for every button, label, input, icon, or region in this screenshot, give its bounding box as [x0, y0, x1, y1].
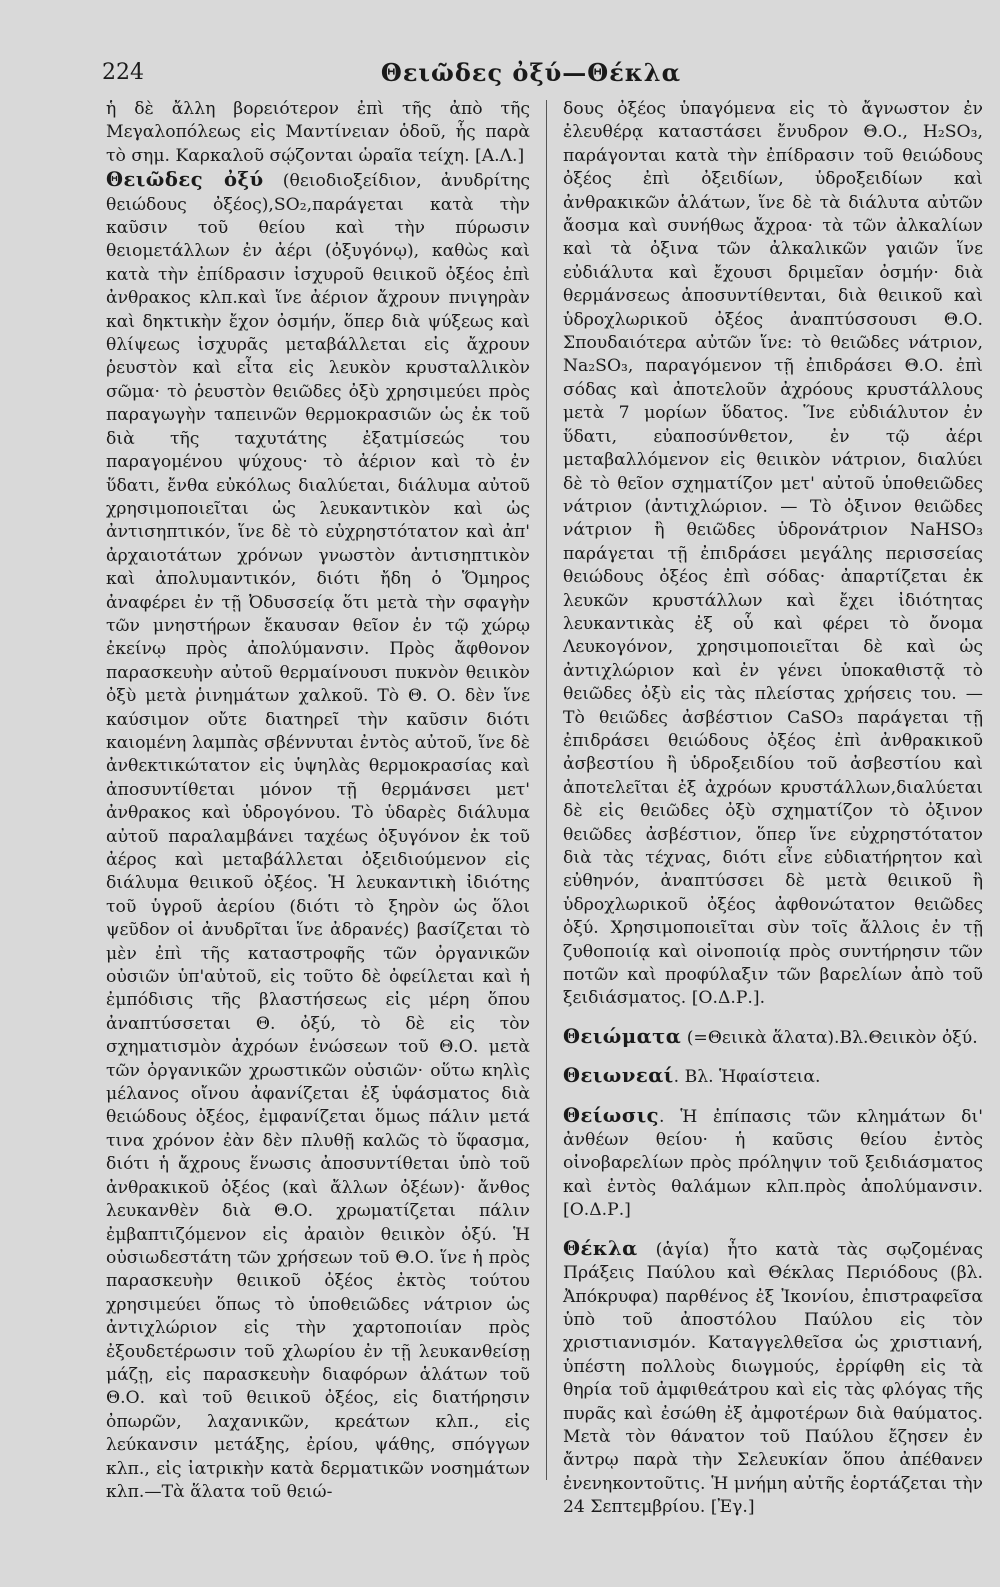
entry-text: δους ὀξέος ὑπαγόμενα εἰς τὸ ἄγνωστον ἐν ἐλευθέρᾳ καταστάσει ἔνυδρον Θ.Ο., H₂SO₃, παράγονται κατὰ τὴν ἐπίδρασιν τοῦ θειώδους ὀξέος ἐπὶ ὀξειδίων, ὑδροξειδίων καὶ ἀνθρακικῶν ἁλάτων, ἵνε δὲ τὰ διάλυτα αὐτῶν ἄοσμα καὶ συνήθως ἄχροα· τὰ τῶν ἀλκαλίων καὶ τὰ ὀξινα τῶν ἀλκαλικῶν γαιῶν ἵνε εὐδιάλυτα καὶ ἔχουσι δριμεῖαν ὀσμήν· διὰ θερμάνσεως ἀποσυντίθενται, διὰ θειικοῦ καὶ ὑδροχλωρικοῦ ὀξέος ἀναπτύσσουσι Θ.Ο. Σπουδαιότερα αὐτῶν ἵνε: τὸ θειῶδες νάτριον, Na₂SO₃, παραγόμενον τῇ ἐπιδράσει Θ.Ο. ἐπὶ σόδας καὶ ἀποτελοῦν ἀχρόους κρυστάλλους μετὰ 7 μορίων ὕδατος. Ἵνε εὐδιάλυτον ἐν ὕδατι, εὐαποσύνθετον, ἐν τῷ ἀέρι μεταβαλλόμενον εἰς θειικὸν νάτριον, διαλύει δὲ τὸ θεῖον σχηματίζον μετ' αὐτοῦ ὑποθειῶδες νάτριον (ἀντιχλώριον. — Τὸ ὀξινον θειῶδες νάτριον ἢ θειῶδες ὑδρονάτριον NaHSO₃ παράγεται τῇ ἐπιδράσει μεγάλης περισσείας θειώδους ὀξέος ἐπὶ σόδας· ἀπαρτίζεται ἐκ λευκῶν κρυστάλλων καὶ ἔχει ἰδιότητας λευκαντικὰς ἐξ οὗ καὶ φέρει τὸ ὄνομα Λευκογόνον, χρησιμοποιεῖται δὲ καὶ ὡς ἀντιχλώριον καὶ ἐν γένει ὑποκαθιστᾷ τὸ θειῶδες ὀξὺ εἰς τὰς πλείστας χρήσεις του. — Τὸ θειῶδες ἀσβέστιον CaSO₃ παράγεται τῇ ἐπιδράσει θειώδους ὀξέος ἐπὶ ἀνθρακικοῦ ἀσβεστίου ἢ ὑδροξειδίου τοῦ ἀσβεστίου καὶ ἀποτελεῖται ἐξ ἀχρόων κρυστάλλων,διαλύεται δὲ εἰς θειῶδες ὀξὺ σχηματίζον τὸ ὀξινον θειῶδες ἀσβέστιον, ὅπερ ἵνε εὐχρηστότατον διὰ τὰς τέχνας, διότι εἶνε εὐδιατήρητον καὶ εὐθηνόν, ἀναπτύσσει δὲ μετὰ θειικοῦ ἢ ὑδροχλωρικοῦ ὀξέος ἀφθονώτατον θειῶδες ὀξύ. Χρησιμοποιεῖται σὺν τοῖς ἄλλοις ἐν τῇ ζυθοποιίᾳ καὶ οἰνοποιίᾳ πρὸς συντήρησιν τῶν ποτῶν καὶ προφύλαξιν τῶν βαρελίων ἀπὸ τοῦ ξειδιάσματος. [Ο.Δ.Ρ.]. — [563, 99, 983, 1009]
headword: Θέκλα — [563, 1236, 638, 1260]
left-column — [106, 98, 530, 1504]
entry-theioneai — [563, 1064, 983, 1089]
running-title: Θειῶδες ὀξύ—Θέκλα — [380, 58, 682, 87]
entry-text: ἡ δὲ ἄλλη βορειότερον ἐπὶ τῆς ἀπὸ τῆς Μεγαλοπόλεως εἰς Μαντίνειαν ὁδοῦ, ἧς παρὰ τὸ σημ. Καρκαλοῦ σῴζονται ὡραῖα τείχη. [Α.Λ.] — [106, 99, 530, 166]
entry-text: (ἁγία) ἦτο κατὰ τὰς σῳζομένας Πράξεις Παύλου καὶ Θέκλας Περιόδους (βλ. Ἀπόκρυφα) παρθένος ἐξ Ἰκονίου, ἐπιστραφεῖσα ὑπὸ τοῦ ἀποστόλου Παύλου εἰς τὸν χριστιανισμόν. Καταγγελθεῖσα ὡς χριστιανή, ὑπέστη πολλοὺς διωγμούς, ἐρρίφθη εἰς τὰ θηρία τοῦ ἀμφιθεάτρου καὶ εἰς τὰς φλόγας τῆς πυρᾶς καὶ ἐσώθη ἐξ ἀμφοτέρων διὰ θαύματος. Μετὰ τὸν θάνατον τοῦ Παύλου ἔζησεν ἐν ἄντρῳ παρὰ τὴν Σελευκίαν ὅπου ἀπέθανεν ἐνενηκοντοῦτις. Ἡ μνήμη αὐτῆς ἑορτάζεται τὴν 24 Σεπτεμβρίου. [Ἐγ.] — [563, 1239, 983, 1518]
entry-theiosis — [563, 1104, 983, 1223]
entry-text: (=Θειικὰ ἅλατα).Βλ.Θειικὸν ὀξύ. — [681, 1027, 978, 1048]
headword: Θειῶδες ὀξύ — [106, 168, 264, 192]
page-number: 224 — [102, 60, 144, 85]
page-header — [102, 58, 960, 92]
entry-theiomata — [563, 1025, 983, 1050]
entry-text: . Ἡ ἐπίπασις τῶν κλημάτων δι' ἀνθέων θείου· ἡ καῦσις θείου ἐντὸς οἰνοβαρελίων πρὸς πρόληψιν τοῦ ξειδιάσματος καὶ ἐντὸς θαλάμων κλπ.πρὸς ἀπολύμανσιν.[Ο.Δ.Ρ.] — [563, 1106, 983, 1221]
entry-continuation — [563, 98, 983, 1011]
headword: Θειωνεαί — [563, 1064, 674, 1088]
entry-text: (θειοδιοξείδιον, ἀνυδρίτης θειώδους ὀξέος),SO₂,παράγεται κατὰ τὴν καῦσιν τοῦ θείου καὶ τὴν πύρωσιν θειομετάλλων ἐν ἀέρι (ὀξυγόνῳ), καθὼς καὶ κατὰ τὴν ἐπίδρασιν ἰσχυροῦ θειικοῦ ὀξέος ἐπὶ ἀνθρακος κλπ.καὶ ἵνε ἀέριον ἄχρουν πνιγηρὰν καὶ δηκτικὴν ἔχον ὀσμήν, ὅπερ διὰ ψύξεως καὶ θλίψεως ἰσχυρᾶς μεταβάλλεται εἰς ἄχρουν ῥευστὸν καὶ εἶτα εἰς λευκὸν κρυσταλλικὸν σῶμα· τὸ ῥευστὸν θειῶδες ὀξὺ χρησιμεύει πρὸς παραγωγὴν ταπεινῶν θερμοκρασιῶν ὡς ἐκ τοῦ διὰ τῆς ταχυτάτης ἐξατμίσεώς του παραγομένου ψύχους· τὸ ἀέριον καὶ τὸ ἐν ὕδατι, ἔνθα εὐκόλως διαλύεται, διάλυμα αὐτοῦ χρησιμοποιεῖται ὡς λευκαντικὸν καὶ ὡς ἀντισηπτικόν, ἵνε δὲ τὸ εὐχρηστότατον καὶ ἀπ' ἀρχαιοτάτων χρόνων γνωστὸν ἀντισηπτικὸν καὶ ἀπολυμαντικόν, διότι ἤδη ὁ Ὅμηρος ἀναφέρει ἐν τῇ Ὀδυσσείᾳ ὅτι μετὰ τὴν σφαγὴν τῶν μνηστήρων ἔκαυσαν θεῖον ἐν τῷ χώρῳ ἐκείνῳ πρὸς ἀπολύμανσιν. Πρὸς ἄφθονον παρασκευὴν αὐτοῦ θερμαίνουσι πυκνὸν θειικὸν ὀξὺ μετὰ ῥινημάτων χαλκοῦ. Τὸ Θ. Ο. δὲν ἵνε καύσιμον οὔτε διατηρεῖ τὴν καῦσιν διότι καιομένη λαμπὰς σβέννυται ἐντὸς αὐτοῦ, ἵνε δὲ ἀνθεκτικώτατον εἰς ὑψηλὰς θερμοκρασίας καὶ ἀποσυντίθεται μόνον τῇ θερμάνσει μετ' ἀνθρακος καὶ ὑδρογόνου. Τὸ ὑδαρὲς διάλυμα αὐτοῦ παραλαμβάνει ταχέως ὀξυγόνον ἐκ τοῦ ἀέρος καὶ μεταβάλλεται ὀξειδιούμενον εἰς διάλυμα θειικοῦ ὀξέος. Ἡ λευκαντικὴ ἰδιότης τοῦ ὑγροῦ ἀερίου (διότι τὸ ξηρὸν ὡς ὅλοι ψεῦδον οἱ ἀνυδρῖται ἵνε ἀδρανές) βασίζεται τὸ μὲν ἐπὶ τῆς καταστροφῆς τῶν ὀργανικῶν οὐσιῶν ὑπ'αὐτοῦ, εἰς τοῦτο δὲ ὀφείλεται καὶ ἡ ἐμπόδισις τῆς βλαστήσεως εἰς μέρη ὅπου ἀναπτύσσεται Θ. ὀξύ, τὸ δὲ εἰς τὸν σχηματισμὸν ἀχρόων ἑνώσεων τοῦ Θ.Ο. μετὰ τῶν ὀργανικῶν χρωστικῶν οὐσιῶν· οὕτω κηλὶς μέλανος οἴνου ἀφανίζεται ἐξ ὑφάσματος διὰ θειώδους ὀξέος, ἐμφανίζεται ὅμως πάλιν μετά τινα χρόνον ἐὰν δὲν πλυθῇ καλῶς τὸ ὕφασμα, διότι ἡ ἄχρους ἕνωσις ἀποσυντίθεται ὑπὸ τοῦ ἀνθρακικοῦ ὀξέος (καὶ ἄλλων ὀξέων)· ἄνθος λευκανθὲν διὰ Θ.Ο. χρωματίζεται πάλιν ἐμβαπτιζόμενον εἰς ἀραιὸν θειικὸν ὀξύ. Ἡ οὐσιωδεστάτη τῶν χρήσεων τοῦ Θ.Ο. ἵνε ἡ πρὸς παρασκευὴν θειικοῦ ὀξέος ἐκτὸς τούτου χρησιμεύει ὅπως τὸ ὑποθειῶδες νάτριον ὡς ἀντιχλώριον εἰς τὴν χαρτοποιίαν πρὸς ἐξουδετέρωσιν τοῦ χλωρίου ἐν τῇ λευκανθείσῃ μάζῃ, εἰς παρασκευὴν διαφόρων ἁλάτων τοῦ Θ.Ο. καὶ τοῦ θειικοῦ ὀξέος, εἰς διατήρησιν ὀπωρῶν, λαχανικῶν, κρεάτων κλπ., εἰς λεύκανσιν μετάξης, ἐρίου, ψάθης, σπόγγων κλπ., εἰς ἰατρικὴν κατὰ δερματικῶν νοσημάτων κλπ.—Τὰ ἅλατα τοῦ θειώ- — [106, 171, 530, 1502]
entry-text: . Βλ. Ἡφαίστεια. — [673, 1067, 821, 1088]
right-column — [563, 98, 983, 1520]
headword: Θείωσις — [563, 1103, 660, 1127]
column-divider — [546, 100, 547, 1480]
headword: Θειώματα — [563, 1024, 682, 1048]
entry-theiodes-oxy — [106, 168, 530, 1504]
entry-thekla — [563, 1237, 983, 1520]
entry-continuation — [106, 98, 530, 168]
